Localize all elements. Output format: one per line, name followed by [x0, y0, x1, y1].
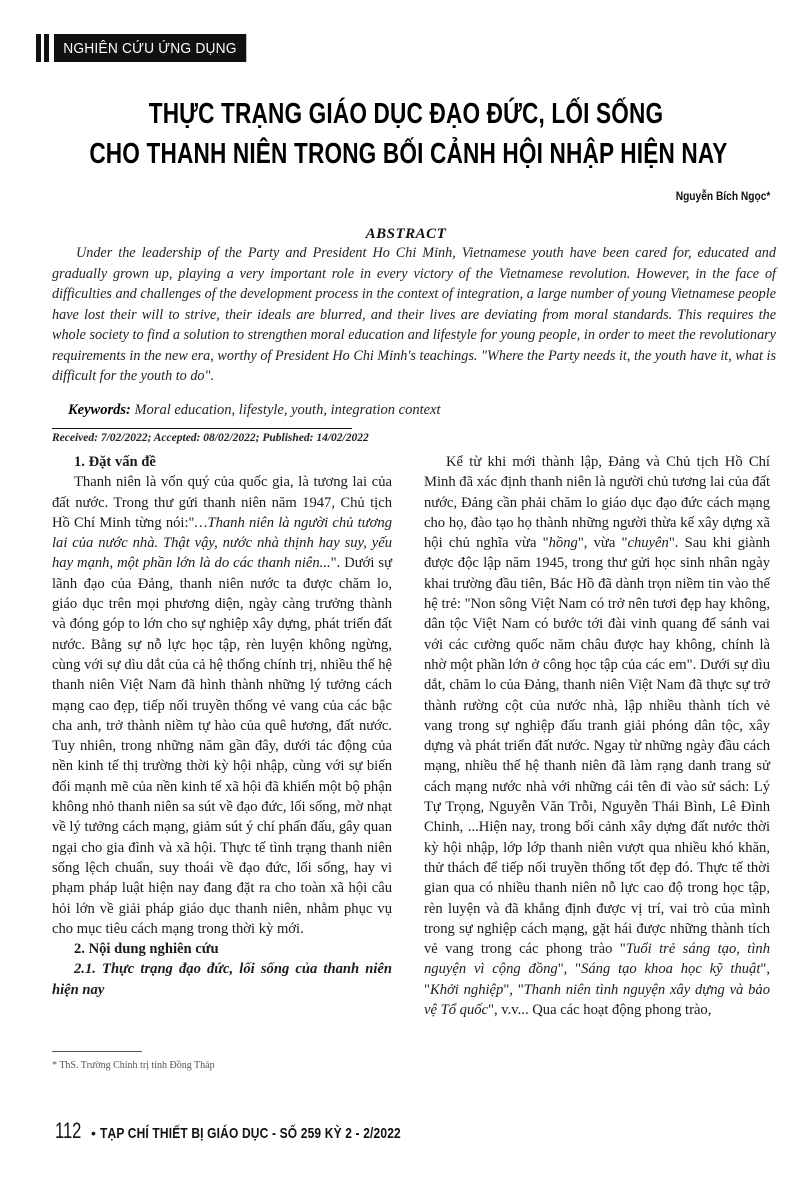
article-title-line-1: THỰC TRẠNG GIÁO DỤC ĐẠO ĐỨC, LỐI SỐNG: [148, 98, 664, 130]
paragraph: [52, 472, 392, 939]
footnote: * ThS. Trường Chính trị tỉnh Đồng Tháp: [52, 1060, 215, 1071]
left-column: [52, 452, 392, 1000]
text-run: ", v.v... Qua các hoạt động phong trào,: [488, 1002, 712, 1019]
journal-name: TẠP CHÍ THIẾT BỊ GIÁO DỤC - SỐ 259 KỲ 2 - 2/2022: [99, 1125, 401, 1142]
emphasis-text: chuyên: [627, 535, 669, 552]
quote-text: …Thanh niên là người chủ tương lai của nước nhà. Thật vậy, nước nhà thịnh hay suy, yếu hay mạnh, một phần lớn là do các thanh niên...: [52, 514, 392, 572]
movement-name: Sáng tạo khoa học kỹ thuật: [581, 961, 761, 978]
section-tag-label: NGHIÊN CỨU ỨNG DỤNG: [54, 34, 246, 62]
keywords-list: Moral education, lifestyle, youth, integration context: [134, 402, 441, 418]
paragraph: [424, 452, 770, 1020]
text-run: Kể từ khi mới thành lập, Đảng và Chủ tịch Hồ Chí Minh đã xác định thanh niên là người chủ tương lai của đất nước, Đảng cần phải chăm lo giáo dục đạo đức cách mạng cho họ, đào tạo họ thành những người thừa kế xây dựng xã hội chủ nghĩa vừa ": [424, 454, 770, 552]
heading-section-2: 2. Nội dung nghiên cứu: [74, 941, 219, 958]
movement-name: Thanh niên tình nguyện xây dựng và bảo vệ Tổ quốc: [424, 981, 770, 1019]
page-number: 112: [55, 1118, 82, 1143]
text-run: ". Sau khi giành được độc lập năm 1945, trong thư gửi học sinh nhân ngày khai trường đầu tiên, Bác Hồ đã dành trọn niềm tin vào thế hệ trẻ: "Non sông Việt Nam có trở nên tươi đẹp hay không, dân tộc Việt Nam có bước tới đài vinh quang để sánh vai với các cường quốc năm châu được hay không, chính là nhờ một phần lớn ở công học tập của các em". Dưới sự dìu dắt, chăm lo của Đảng, thanh niên Việt Nam đã thực sự trở thành rường cột của nước nhà, lập nhiều thành tích vẻ vang trong sự nghiệp đấu tranh giải phóng dân tộc, xây dựng và phát triển đất nước. Ngay từ những ngày đầu cách mạng, nhiều thế hệ thanh niên đã làm rạng danh trang sử cách mạng nước nhà với những cái tên đi vào sử sách: Lý Tự Trọng, Nguyễn Văn Trỗi, Nguyễn Thái Bình, Lê Đình Chinh, ...Hiện nay, trong bối cảnh xây dựng đất nước thời kỳ hội nhập, lớp lớp thanh niên vượt qua nhiều khó khăn, thử thách để tiếp nối truyền thống tốt đẹp đó. Thực tế thời gian qua có nhiều thanh niên nỗ lực cao độ trong học tập, rèn luyện và đã khẳng định được vị trí, vai trò của mình trong sự nghiệp cách mạng, gặt hái được những thành tích vẻ vang trong các phong trào ": [424, 535, 771, 958]
text-run: ". Dưới sự lãnh đạo của Đảng, thanh niên nước ta được chăm lo, giáo dục trên mọi phương diện, ngày càng trưởng thành và đóng góp to lớn cho sự nghiệp xây dựng, phát triển đất nước. Bằng sự nỗ lực học tập, rèn luyện không ngừng, cùng với sự dìu dắt của cả hệ thống chính trị, nhiều thế hệ thanh niên Việt Nam đã hình thành những lý tưởng cách mạng cao đẹp, tiếp nối truyền thống vẻ vang của các bậc cha anh, trở thành niềm tự hào của quê hương, đất nước. Tuy nhiên, trong những năm gần đây, dưới tác động của nền kinh tế thị trường thời kỳ hội nhập, cùng với sự biến đổi mạnh mẽ của nền kinh tế xã hội đã khiến một bộ phận không nhỏ thanh niên sa sút về đạo đức, lối sống, mờ nhạt về lý tưởng cách mạng, giảm sút ý chí phấn đấu, gây quan ngại cho gia đình và xã hội. Thực tế tình trạng thanh niên sống lệch chuẩn, suy thoái về đạo đức, lối sống, hay vi phạm pháp luật hiện nay đang đặt ra cho toàn xã hội câu hỏi lớn về giải pháp giáo dục thanh niên, nhằm phục vụ cho mục tiêu cách mạng trong thời kỳ mới.: [52, 555, 393, 937]
movement-name: Tuổi trẻ sáng tạo, tình nguyện vì cộng đồng: [424, 941, 770, 978]
author-name: Nguyễn Bích Ngọc*: [675, 189, 770, 203]
article-title: [0, 94, 812, 174]
divider: [52, 428, 352, 429]
tag-bar-decoration: [44, 34, 49, 62]
text-run: Thanh niên là vốn quý của quốc gia, là tương lai của đất nước. Trong thư gửi thanh niên năm 1947, Chủ tịch Hồ Chí Minh từng nói:": [52, 474, 392, 531]
heading-section-2-1: 2.1. Thực trạng đạo đức, lối sống của thanh niên hiện nay: [52, 961, 392, 998]
text-run: ", ": [424, 961, 770, 998]
section-tag: [36, 34, 263, 62]
tag-bar-decoration: [36, 34, 41, 62]
publication-dates: Received: 7/02/2022; Accepted: 08/02/2022; Published: 14/02/2022: [52, 432, 369, 444]
page-footer: [55, 1118, 476, 1144]
keywords-label: Keywords:: [68, 402, 131, 418]
text-run: ", ": [557, 961, 582, 978]
bullet-icon: •: [91, 1125, 96, 1141]
movement-name: Khởi nghiệp: [429, 981, 504, 998]
text-run: ", ": [503, 981, 524, 998]
text-run: ", vừa ": [577, 535, 628, 552]
emphasis-text: hồng: [548, 535, 578, 552]
abstract-heading: ABSTRACT: [365, 226, 447, 242]
right-column: [424, 452, 770, 1020]
heading-section-1: 1. Đặt vấn đề: [74, 454, 156, 470]
abstract-body: Under the leadership of the Party and President Ho Chi Minh, Vietnamese youth have been cared for, educated and gradually grown up, playing a very important role in every victory of the Vietnamese revolution. However, in the face of difficulties and challenges of the development process in the context of integration, a large number of young Vietnamese people have lost their will to strive, their ideals are blurred, and their lives are deviating from moral standards. This requires the whole society to find a solution to strengthen moral education and lifestyle for young people, in order to meet the revolutionary requirements in the new era, worthy of President Ho Chi Minh's teachings. "Where the Party needs it, the youth have it, what is difficult for the youth to do".: [52, 245, 776, 384]
footnote-divider: [52, 1051, 142, 1052]
keywords: [68, 402, 441, 419]
article-title-line-2: CHO THANH NIÊN TRONG BỐI CẢNH HỘI NHẬP HIỆN NAY: [89, 138, 728, 170]
